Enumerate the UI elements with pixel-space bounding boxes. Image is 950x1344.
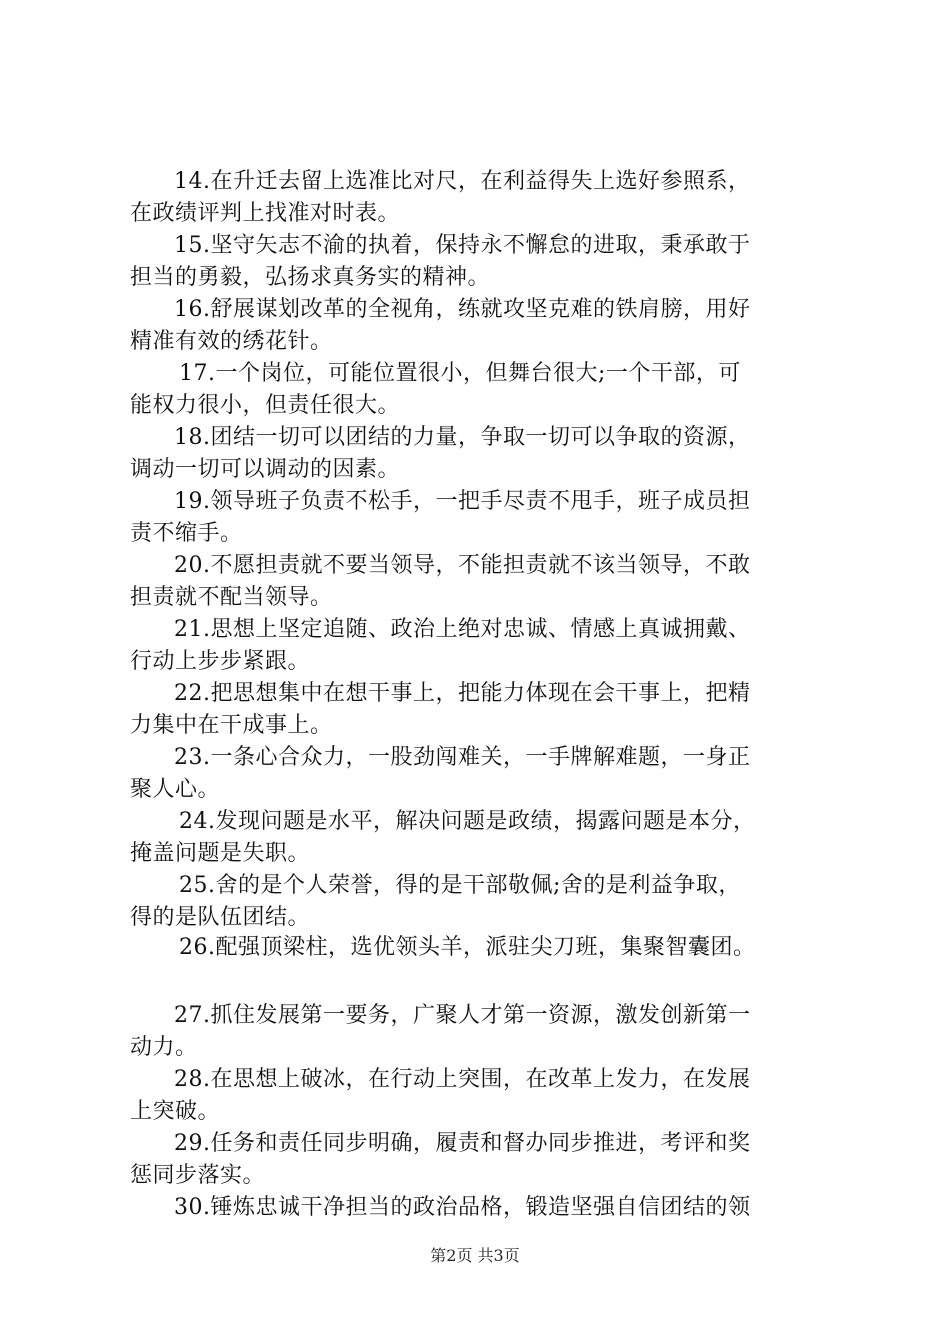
paragraph-first-line: 21.思想上坚定追随、政治上绝对忠诚、情感上真诚拥戴、 — [174, 617, 751, 642]
paragraph-first-line: 28.在思想上破冰，在行动上突围，在改革上发力，在发展 — [174, 1067, 751, 1092]
paragraph-first-line: 30.锤炼忠诚干净担当的政治品格，锻造坚强自信团结的领 — [174, 1195, 751, 1220]
paragraph-first-line: 16.舒展谋划改革的全视角，练就攻坚克难的铁肩膀，用好 — [174, 297, 751, 322]
paragraph-first-line: 18.团结一切可以团结的力量，争取一切可以争取的资源， — [174, 425, 751, 450]
paragraph-first-line: 17.一个岗位，可能位置很小，但舞台很大;一个干部，可 — [179, 361, 741, 386]
paragraph-first-line: 14.在升迁去留上选准比对尺，在利益得失上选好参照系， — [174, 169, 751, 194]
paragraph — [130, 294, 830, 358]
paragraph — [130, 486, 830, 550]
page-footer: 第2页 共3页 — [430, 1246, 520, 1265]
paragraph-first-line: 22.把思想集中在想干事上，把能力体现在会干事上，把精 — [174, 681, 751, 706]
paragraph-second-line: 责不缩手。 — [130, 521, 243, 546]
paragraph-second-line: 动力。 — [130, 1035, 198, 1060]
paragraph — [130, 230, 830, 294]
paragraph-first-line: 20.不愿担责就不要当领导，不能担责就不该当领导，不敢 — [174, 553, 751, 578]
paragraph-second-line: 担当的勇毅，弘扬求真务实的精神。 — [130, 265, 491, 290]
paragraph-first-line: 15.坚守矢志不渝的执着，保持永不懈怠的进取，秉承敢于 — [174, 233, 751, 258]
paragraph — [130, 1128, 830, 1192]
paragraph-first-line: 25.舍的是个人荣誉，得的是干部敬佩;舍的是利益争取， — [179, 873, 741, 898]
paragraph-first-line: 26.配强顶梁柱，选优领头羊，派驻尖刀班，集聚智囊团。 — [179, 935, 756, 960]
paragraph-first-line: 23.一条心合众力，一股劲闯难关，一手牌解难题，一身正 — [174, 745, 751, 770]
paragraph — [130, 166, 830, 230]
paragraph-first-line: 19.领导班子负责不松手，一把手尽责不甩手，班子成员担 — [174, 489, 751, 514]
paragraph-second-line: 力集中在干成事上。 — [130, 713, 333, 738]
paragraph-second-line: 调动一切可以调动的因素。 — [130, 457, 401, 482]
paragraph-second-line: 精准有效的绣花针。 — [130, 329, 333, 354]
paragraph-second-line: 上突破。 — [130, 1099, 221, 1124]
paragraph — [130, 358, 830, 422]
paragraph-second-line: 得的是队伍团结。 — [130, 905, 311, 930]
paragraph — [130, 1000, 830, 1064]
paragraph — [130, 1192, 830, 1224]
paragraph — [130, 550, 830, 614]
paragraph — [130, 1064, 830, 1128]
paragraph — [130, 806, 830, 870]
paragraph-first-line: 27.抓住发展第一要务，广聚人才第一资源，激发创新第一 — [174, 1003, 751, 1028]
paragraph — [130, 742, 830, 806]
paragraph-first-line: 29.任务和责任同步明确，履责和督办同步推进，考评和奖 — [174, 1131, 751, 1156]
paragraph-second-line: 能权力很小，但责任很大。 — [130, 393, 401, 418]
paragraph-second-line: 惩同步落实。 — [130, 1163, 266, 1188]
paragraph — [130, 678, 830, 742]
paragraph — [130, 870, 830, 934]
paragraph-second-line: 行动上步步紧跟。 — [130, 649, 311, 674]
paragraph — [130, 932, 830, 964]
paragraph — [130, 422, 830, 486]
paragraph-second-line: 在政绩评判上找准对时表。 — [130, 201, 401, 226]
paragraph-second-line: 掩盖问题是失职。 — [130, 841, 311, 866]
paragraph — [130, 614, 830, 678]
paragraph-second-line: 聚人心。 — [130, 777, 221, 802]
paragraph-second-line: 担责就不配当领导。 — [130, 585, 333, 610]
paragraph-first-line: 24.发现问题是水平，解决问题是政绩，揭露问题是本分， — [179, 809, 756, 834]
